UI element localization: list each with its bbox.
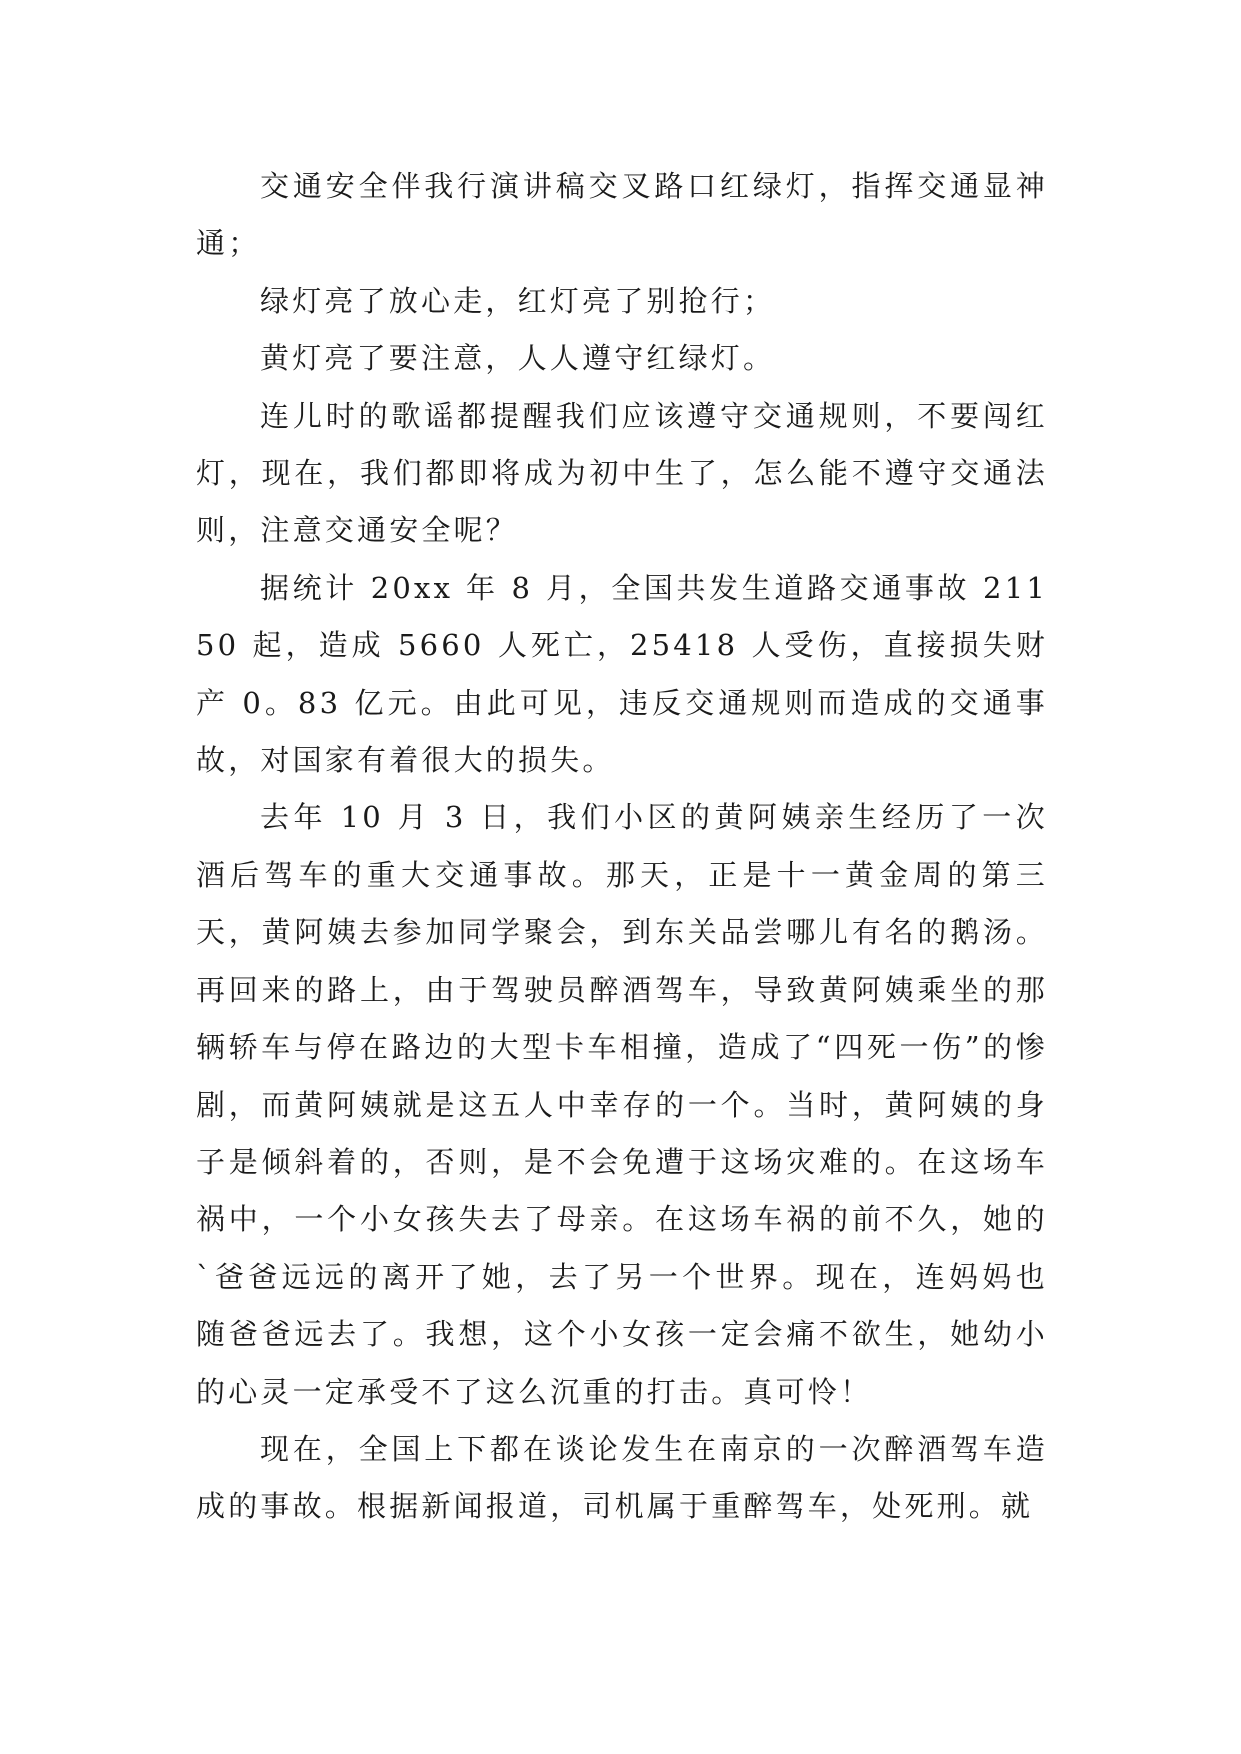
paragraph-green-light: 绿灯亮了放心走，红灯亮了别抢行； [260, 283, 776, 318]
paragraph-childhood-rhyme: 连儿时的歌谣都提醒我们应该遵守交通规则，不要闯红灯，现在，我们都即将成为初中生了，怎么能不遵守交通法则，注意交通安全呢？ [196, 398, 1048, 548]
paragraph-accident-story: 去年 10 月 3 日，我们小区的黄阿姨亲生经历了一次酒后驾车的重大交通事故。那天，正是十一黄金周的第三天，黄阿姨去参加同学聚会，到东关品尝哪儿有名的鹅汤。再回来的路上，由于驾驶员醉酒驾车，导致黄阿姨乘坐的那辆轿车与停在路边的大型卡车相撞，造成了“四死一伤”的惨剧，而黄阿姨就是这五人中幸存的一个。当时，黄阿姨的身子是倾斜着的，否则，是不会免遭于这场灾难的。在这场车祸中，一个小女孩失去了母亲。在这场车祸的前不久，她的`爸爸远远的离开了她，去了另一个世界。现在，连妈妈也随爸爸远去了。我想，这个小女孩一定会痛不欲生，她幼小的心灵一定承受不了这么沉重的打击。真可怜！ [196, 800, 1048, 1409]
paragraph-yellow-light: 黄灯亮了要注意，人人遵守红绿灯。 [260, 341, 776, 376]
document-body [196, 158, 1048, 1536]
paragraph-statistics: 据统计 20xx 年 8 月，全国共发生道路交通事故 21150 起，造成 5660 人死亡，25418 人受伤，直接损失财产 0。83 亿元。由此可见，违反交通规则而造成的交通事故，对国家有着很大的损失。 [196, 570, 1048, 778]
paragraph-nanjing-case: 现在，全国上下都在谈论发生在南京的一次醉酒驾车造成的事故。根据新闻报道，司机属于重醉驾车，处死刑。就 [196, 1431, 1048, 1524]
paragraph-title-rhyme: 交通安全伴我行演讲稿交叉路口红绿灯，指挥交通显神通； [196, 169, 1048, 261]
